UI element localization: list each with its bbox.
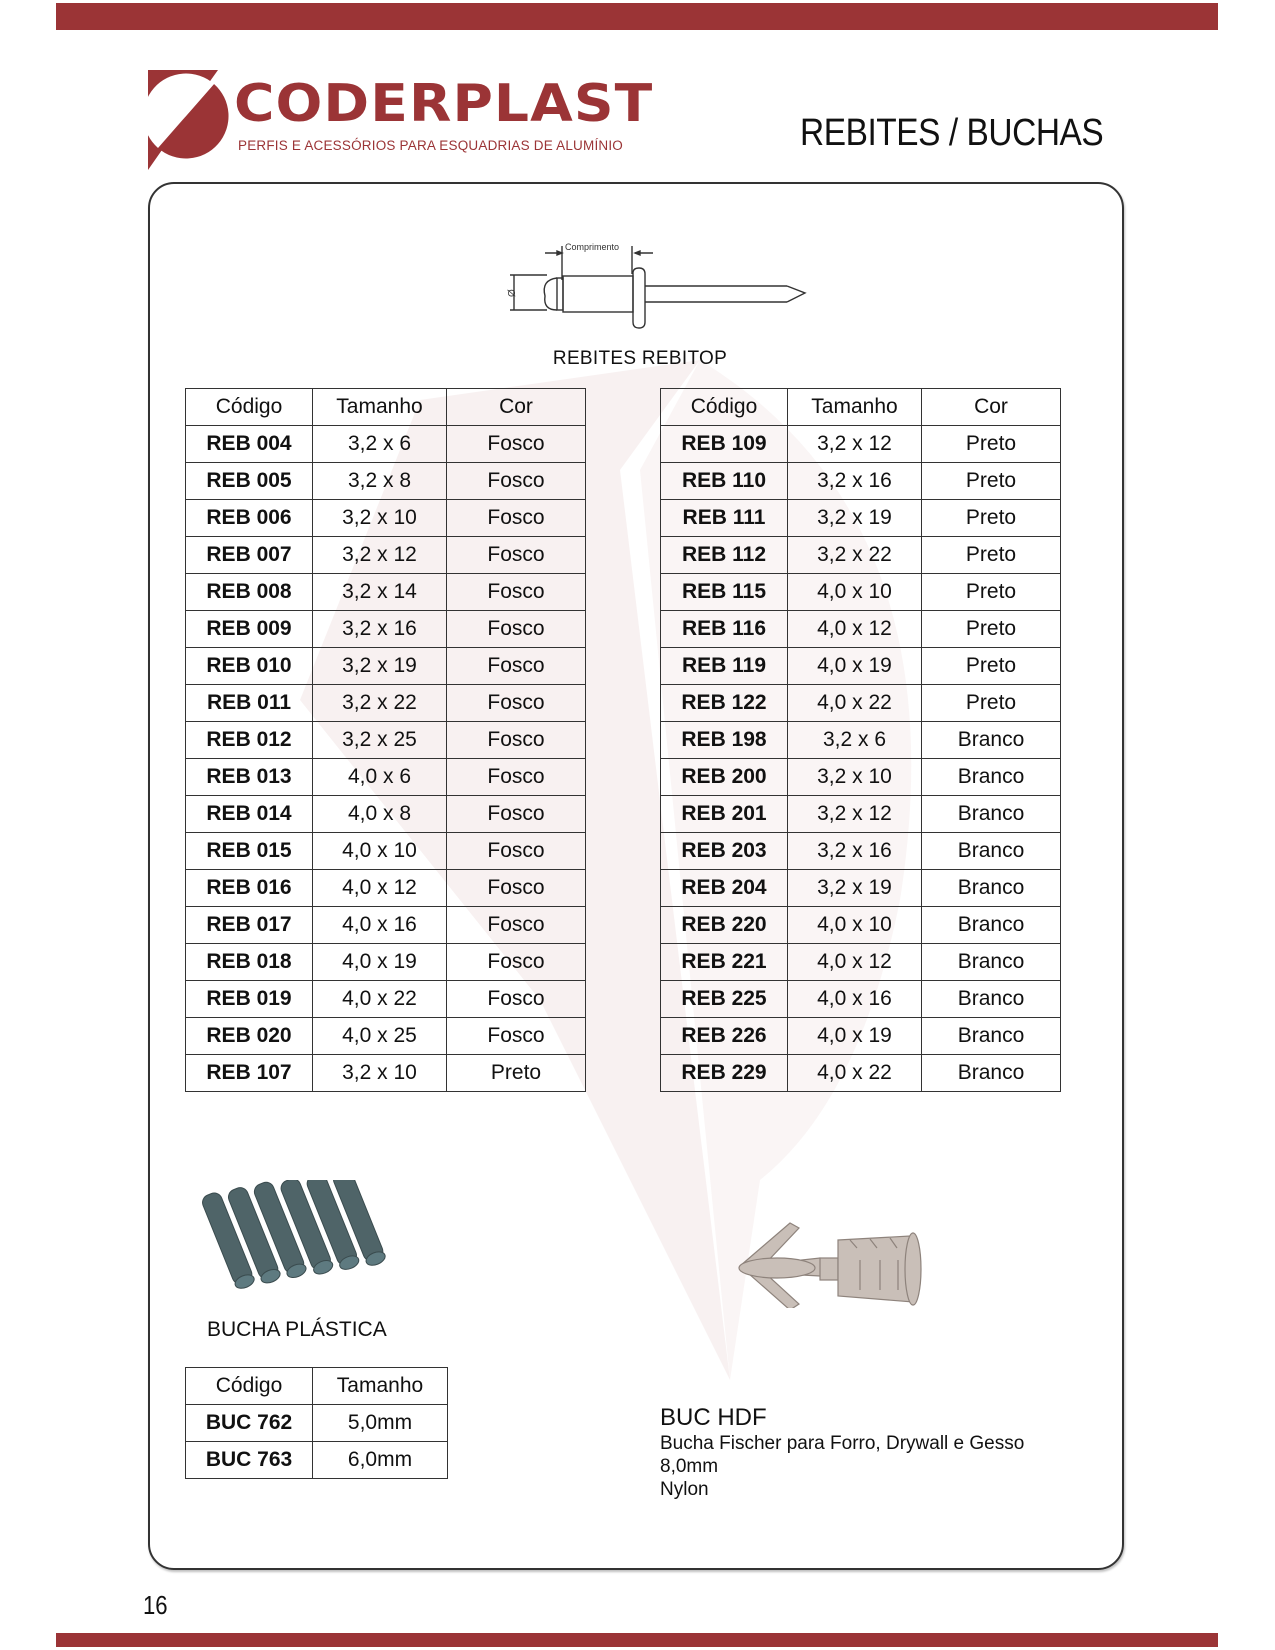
- cell-size: 3,2 x 10: [313, 1055, 447, 1092]
- bottom-color-bar: [56, 1633, 1218, 1647]
- cell-code: REB 019: [186, 981, 313, 1018]
- cell-size: 4,0 x 19: [788, 648, 922, 685]
- cell-size: 3,2 x 12: [313, 537, 447, 574]
- cell-size: 6,0mm: [313, 1442, 448, 1479]
- cell-code: REB 018: [186, 944, 313, 981]
- cell-code: REB 017: [186, 907, 313, 944]
- cell-color: Branco: [922, 833, 1061, 870]
- cell-code: REB 009: [186, 611, 313, 648]
- cell-code: REB 203: [661, 833, 788, 870]
- table-row: [661, 981, 1061, 1018]
- table-row: [186, 463, 586, 500]
- hdf-anchor-title: BUC HDF: [660, 1404, 767, 1431]
- cell-color: Fosco: [447, 796, 586, 833]
- rivet-table-right: [660, 388, 1061, 1092]
- table-row: [186, 722, 586, 759]
- cell-color: Preto: [922, 537, 1061, 574]
- table-row: [186, 1405, 448, 1442]
- plastic-anchor-caption: BUCHA PLÁSTICA: [207, 1318, 387, 1341]
- top-color-bar: [56, 3, 1218, 30]
- table-row: [186, 1055, 586, 1092]
- table-row: [661, 907, 1061, 944]
- plastic-anchor-table: [185, 1367, 448, 1479]
- cell-code: REB 198: [661, 722, 788, 759]
- brand-logo: [148, 70, 654, 170]
- cell-color: Branco: [922, 1018, 1061, 1055]
- table-row: [661, 722, 1061, 759]
- cell-color: Fosco: [447, 426, 586, 463]
- cell-code: REB 015: [186, 833, 313, 870]
- cell-size: 4,0 x 10: [788, 574, 922, 611]
- table-row: [186, 611, 586, 648]
- table-header-row: [186, 389, 586, 426]
- table-row: [661, 463, 1061, 500]
- table-row: [186, 537, 586, 574]
- cell-color: Fosco: [447, 611, 586, 648]
- cell-size: 3,2 x 10: [313, 500, 447, 537]
- rivet-table-left: [185, 388, 586, 1092]
- cell-size: 3,2 x 16: [313, 611, 447, 648]
- cell-code: REB 200: [661, 759, 788, 796]
- cell-code: REB 112: [661, 537, 788, 574]
- cell-color: Branco: [922, 907, 1061, 944]
- hdf-anchor-description: Bucha Fischer para Forro, Drywall e Gesso: [660, 1433, 1025, 1454]
- cell-code: REB 006: [186, 500, 313, 537]
- cell-code: REB 115: [661, 574, 788, 611]
- cell-color: Branco: [922, 722, 1061, 759]
- cell-code: REB 229: [661, 1055, 788, 1092]
- table-row: [186, 1442, 448, 1479]
- table-row: [661, 796, 1061, 833]
- cell-size: 4,0 x 19: [788, 1018, 922, 1055]
- table-row: [186, 648, 586, 685]
- table-row: [661, 500, 1061, 537]
- cell-size: 3,2 x 6: [788, 722, 922, 759]
- cell-size: 4,0 x 25: [313, 1018, 447, 1055]
- hdf-anchor-material: Nylon: [660, 1479, 709, 1500]
- column-header-code: Código: [661, 389, 788, 426]
- cell-color: Fosco: [447, 944, 586, 981]
- cell-color: Fosco: [447, 648, 586, 685]
- cell-size: 3,2 x 22: [313, 685, 447, 722]
- cell-size: 4,0 x 12: [788, 944, 922, 981]
- hdf-anchor-image-icon: [735, 1218, 925, 1308]
- cell-size: 4,0 x 12: [788, 611, 922, 648]
- cell-size: 4,0 x 19: [313, 944, 447, 981]
- cell-size: 4,0 x 16: [788, 981, 922, 1018]
- table-row: [661, 870, 1061, 907]
- column-header-color: Cor: [922, 389, 1061, 426]
- rivet-caption: REBITES REBITOP: [552, 348, 728, 369]
- brand-tagline: PERFIS E ACESSÓRIOS PARA ESQUADRIAS DE ALUMÍNIO: [238, 138, 624, 153]
- cell-code: REB 014: [186, 796, 313, 833]
- table-row: [186, 426, 586, 463]
- cell-code: REB 110: [661, 463, 788, 500]
- table-header-row: [186, 1368, 448, 1405]
- hdf-anchor-size: 8,0mm: [660, 1456, 719, 1477]
- cell-color: Fosco: [447, 574, 586, 611]
- cell-color: Fosco: [447, 833, 586, 870]
- column-header-code: Código: [186, 1368, 313, 1405]
- cell-color: Fosco: [447, 463, 586, 500]
- cell-code: REB 008: [186, 574, 313, 611]
- rivet-diagram-icon: [505, 240, 815, 335]
- table-row: [661, 574, 1061, 611]
- table-row: [186, 833, 586, 870]
- cell-code: REB 004: [186, 426, 313, 463]
- cell-size: 4,0 x 22: [788, 685, 922, 722]
- table-row: [186, 907, 586, 944]
- cell-color: Branco: [922, 1055, 1061, 1092]
- diagram-length-label: Comprimento: [565, 242, 620, 252]
- cell-code: REB 109: [661, 426, 788, 463]
- cell-size: 4,0 x 16: [313, 907, 447, 944]
- cell-code: REB 225: [661, 981, 788, 1018]
- cell-size: 3,2 x 10: [788, 759, 922, 796]
- cell-code: REB 201: [661, 796, 788, 833]
- cell-size: 3,2 x 14: [313, 574, 447, 611]
- cell-color: Branco: [922, 944, 1061, 981]
- cell-code: REB 011: [186, 685, 313, 722]
- table-row: [186, 759, 586, 796]
- cell-size: 4,0 x 12: [313, 870, 447, 907]
- cell-code: REB 016: [186, 870, 313, 907]
- cell-color: Fosco: [447, 870, 586, 907]
- cell-code: REB 020: [186, 1018, 313, 1055]
- cell-size: 4,0 x 22: [313, 981, 447, 1018]
- section-title: REBITES / BUCHAS: [800, 112, 1104, 154]
- cell-code: REB 005: [186, 463, 313, 500]
- table-row: [661, 648, 1061, 685]
- cell-color: Fosco: [447, 500, 586, 537]
- cell-code: REB 013: [186, 759, 313, 796]
- cell-color: Fosco: [447, 981, 586, 1018]
- cell-color: Preto: [447, 1055, 586, 1092]
- table-row: [661, 1055, 1061, 1092]
- table-row: [186, 500, 586, 537]
- cell-code: REB 122: [661, 685, 788, 722]
- cell-code: REB 221: [661, 944, 788, 981]
- cell-color: Branco: [922, 981, 1061, 1018]
- cell-size: 3,2 x 12: [788, 426, 922, 463]
- cell-code: REB 010: [186, 648, 313, 685]
- cell-color: Preto: [922, 685, 1061, 722]
- table-row: [186, 981, 586, 1018]
- cell-code: REB 107: [186, 1055, 313, 1092]
- cell-size: 4,0 x 10: [313, 833, 447, 870]
- page-number: 16: [143, 1590, 168, 1620]
- logo-mark-icon: [148, 70, 234, 170]
- cell-code: REB 116: [661, 611, 788, 648]
- table-header-row: [661, 389, 1061, 426]
- cell-color: Preto: [922, 611, 1061, 648]
- cell-color: Fosco: [447, 907, 586, 944]
- cell-color: Preto: [922, 426, 1061, 463]
- cell-code: REB 226: [661, 1018, 788, 1055]
- column-header-size: Tamanho: [313, 1368, 448, 1405]
- column-header-size: Tamanho: [313, 389, 447, 426]
- table-row: [186, 574, 586, 611]
- cell-color: Fosco: [447, 685, 586, 722]
- cell-size: 3,2 x 19: [788, 870, 922, 907]
- cell-size: 4,0 x 10: [788, 907, 922, 944]
- table-row: [186, 796, 586, 833]
- cell-code: BUC 763: [186, 1442, 313, 1479]
- cell-size: 3,2 x 19: [313, 648, 447, 685]
- cell-size: 4,0 x 6: [313, 759, 447, 796]
- cell-color: Fosco: [447, 537, 586, 574]
- cell-size: 3,2 x 6: [313, 426, 447, 463]
- brand-name: CODERPLAST: [234, 74, 654, 134]
- table-row: [661, 426, 1061, 463]
- diagram-diameter-label: Ø: [507, 289, 518, 297]
- cell-size: 3,2 x 12: [788, 796, 922, 833]
- cell-size: 3,2 x 25: [313, 722, 447, 759]
- table-row: [661, 685, 1061, 722]
- cell-color: Preto: [922, 500, 1061, 537]
- column-header-code: Código: [186, 389, 313, 426]
- cell-code: REB 012: [186, 722, 313, 759]
- cell-size: 3,2 x 8: [313, 463, 447, 500]
- cell-color: Preto: [922, 648, 1061, 685]
- cell-size: 3,2 x 16: [788, 833, 922, 870]
- column-header-color: Cor: [447, 389, 586, 426]
- cell-code: REB 111: [661, 500, 788, 537]
- cell-size: 4,0 x 8: [313, 796, 447, 833]
- plastic-anchor-image-icon: [200, 1180, 400, 1295]
- table-row: [661, 537, 1061, 574]
- cell-color: Branco: [922, 870, 1061, 907]
- cell-color: Fosco: [447, 1018, 586, 1055]
- cell-size: 3,2 x 16: [788, 463, 922, 500]
- table-row: [186, 685, 586, 722]
- table-row: [661, 944, 1061, 981]
- cell-color: Fosco: [447, 722, 586, 759]
- cell-code: REB 220: [661, 907, 788, 944]
- cell-size: 3,2 x 19: [788, 500, 922, 537]
- table-row: [661, 759, 1061, 796]
- table-row: [186, 944, 586, 981]
- table-row: [661, 1018, 1061, 1055]
- cell-code: REB 007: [186, 537, 313, 574]
- cell-size: 5,0mm: [313, 1405, 448, 1442]
- table-row: [661, 833, 1061, 870]
- cell-color: Branco: [922, 796, 1061, 833]
- table-row: [661, 611, 1061, 648]
- table-row: [186, 1018, 586, 1055]
- cell-code: REB 204: [661, 870, 788, 907]
- cell-color: Preto: [922, 574, 1061, 611]
- cell-code: REB 119: [661, 648, 788, 685]
- cell-code: BUC 762: [186, 1405, 313, 1442]
- cell-color: Preto: [922, 463, 1061, 500]
- cell-size: 3,2 x 22: [788, 537, 922, 574]
- table-row: [186, 870, 586, 907]
- cell-size: 4,0 x 22: [788, 1055, 922, 1092]
- cell-color: Branco: [922, 759, 1061, 796]
- column-header-size: Tamanho: [788, 389, 922, 426]
- cell-color: Fosco: [447, 759, 586, 796]
